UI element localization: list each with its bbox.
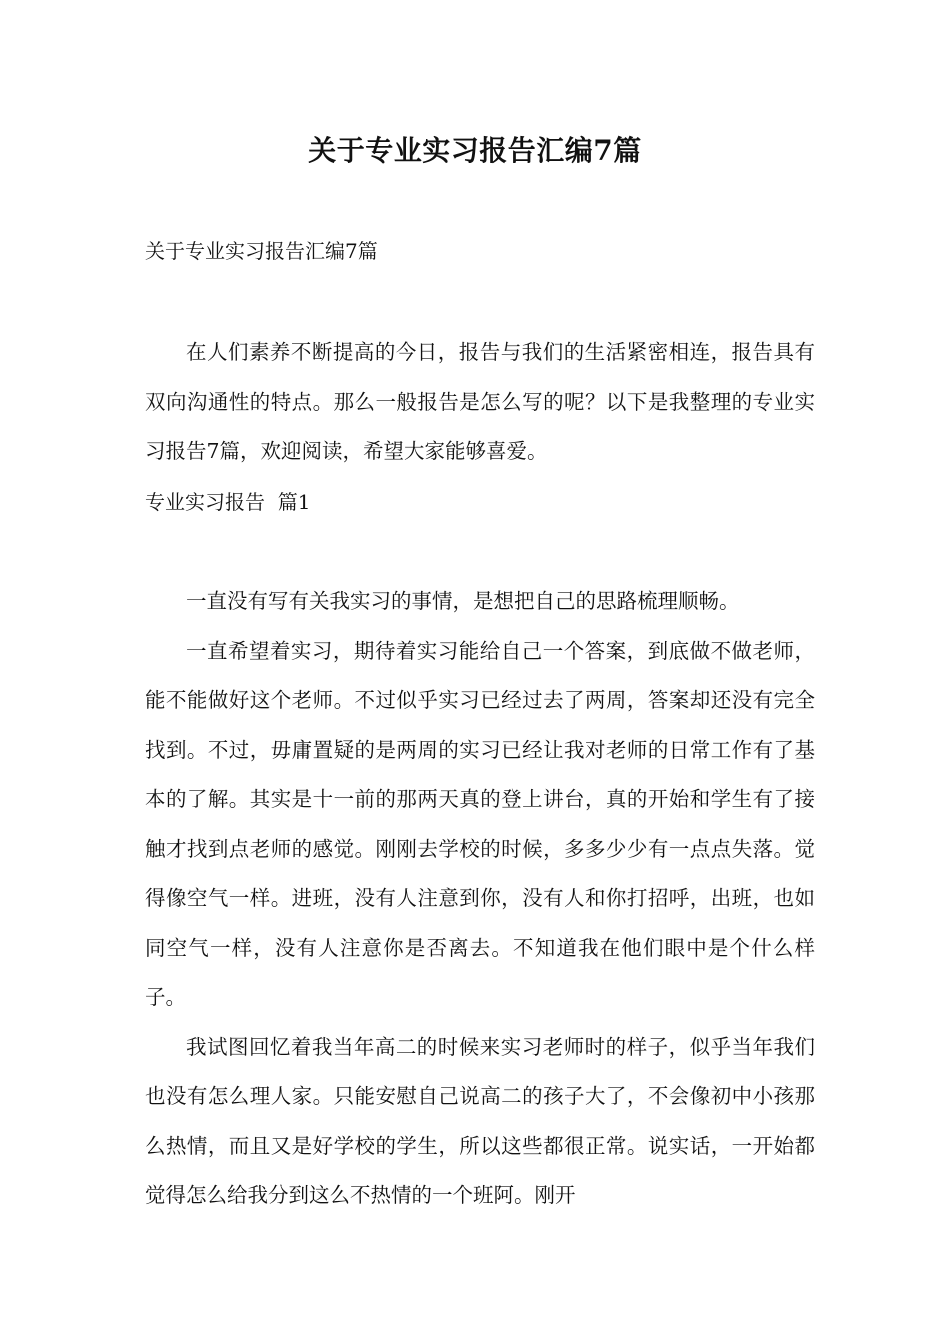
body-paragraph-3: 我试图回忆着我当年高二的时候来实习老师时的样子，似乎当年我们也没有怎么理人家。只能安慰自己说高二的孩子大了，不会像初中小孩那么热情，而且又是好学校的学生，所以这些都很正常。说实话，一开始都觉得怎么给我分到这么不热情的一个班阿。刚开 [145, 1034, 815, 1207]
body-paragraph-1: 一直没有写有关我实习的事情，是想把自己的思路梳理顺畅。 [186, 589, 740, 613]
document-subtitle: 关于专业实习报告汇编7篇 [145, 239, 378, 263]
document-title: 关于专业实习报告汇编7篇 [308, 134, 642, 167]
intro-paragraph: 在人们素养不断提高的今日，报告与我们的生活紧密相连，报告具有双向沟通性的特点。那么一般报告是怎么写的呢？以下是我整理的专业实习报告7篇，欢迎阅读，希望大家能够喜爱。 [145, 340, 815, 463]
section-body [145, 577, 815, 1221]
body-paragraph-2: 一直希望着实习，期待着实习能给自己一个答案，到底做不做老师，能不能做好这个老师。不过似乎实习已经过去了两周，答案却还没有完全找到。不过，毋庸置疑的是两周的实习已经让我对老师的日常工作有了基本的了解。其实是十一前的那两天真的登上讲台，真的开始和学生有了接触才找到点老师的感觉。刚刚去学校的时候，多多少少有一点点失落。觉得像空气一样。进班，没有人注意到你，没有人和你打招呼，出班，也如同空气一样，没有人注意你是否离去。不知道我在他们眼中是个什么样子。 [145, 638, 815, 1009]
section-heading: 专业实习报告 篇1 [145, 490, 311, 514]
intro-block [145, 328, 815, 477]
